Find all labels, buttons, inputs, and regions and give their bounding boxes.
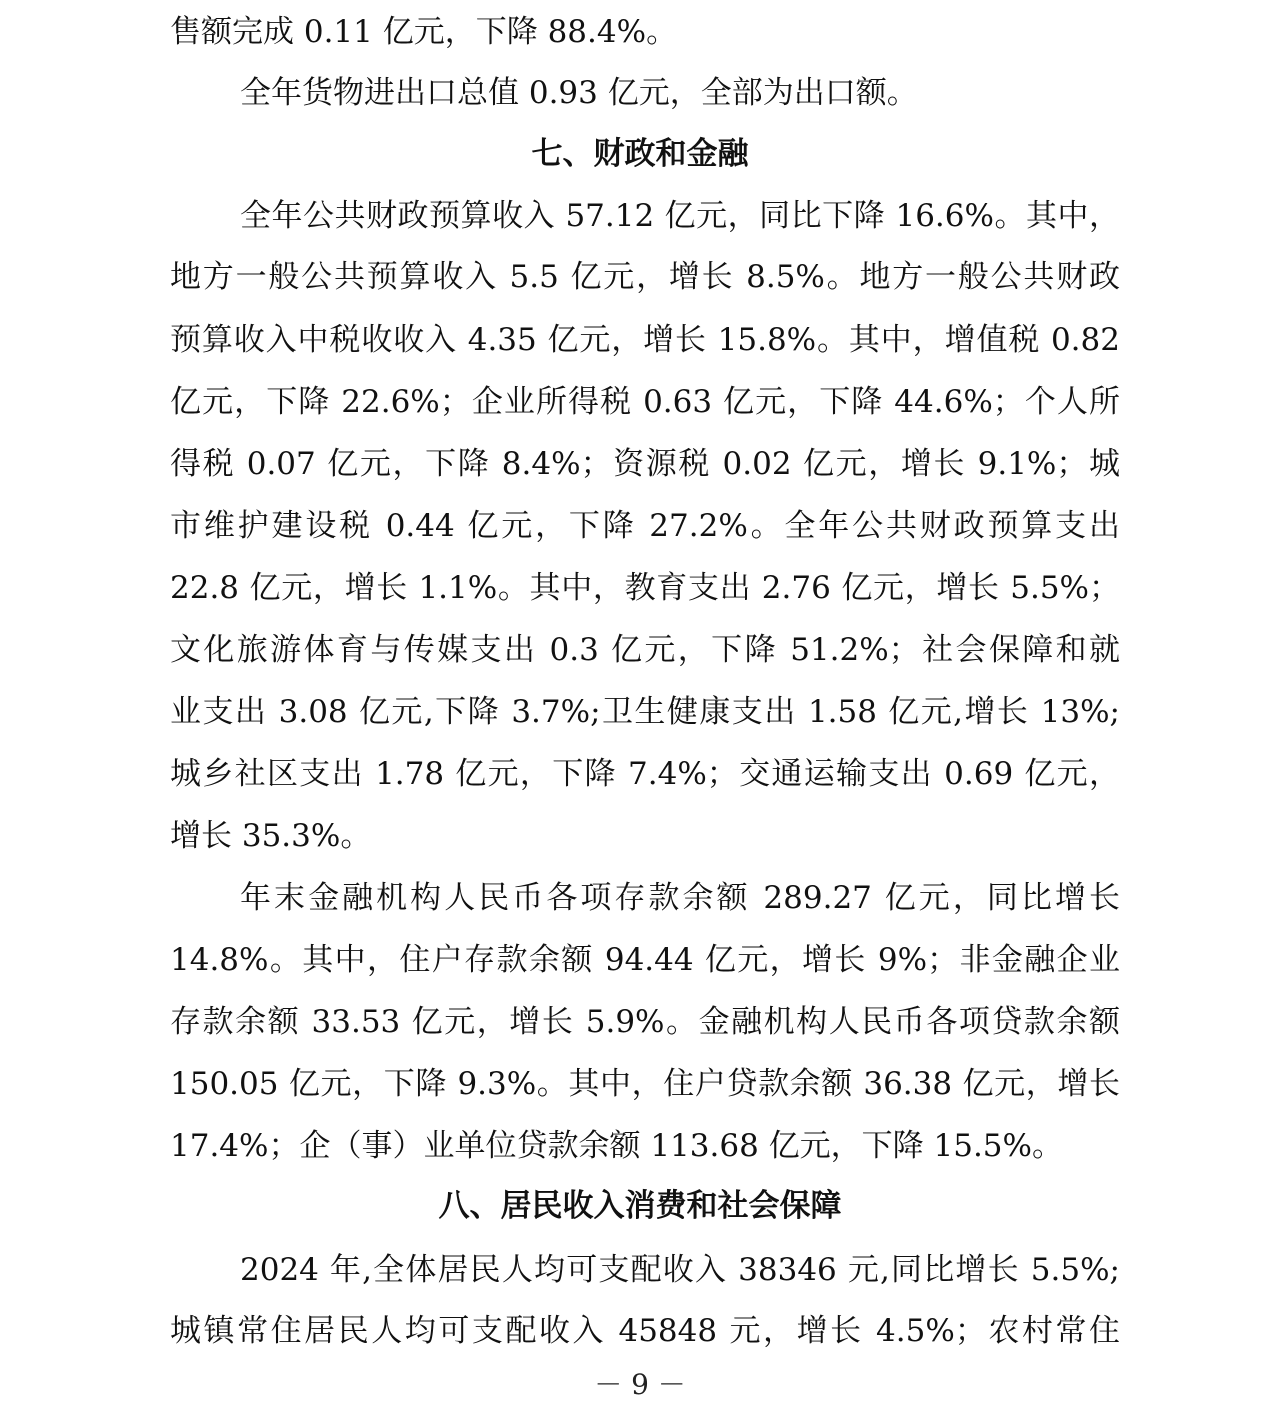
finance-para1-line: 22.8 亿元，增长 1.1%。其中，教育支出 2.76 亿元，增长 5.5%； — [170, 570, 1120, 606]
finance-para1-line: 业支出 3.08 亿元,下降 3.7%;卫生健康支出 1.58 亿元,增长 13%; — [170, 694, 1120, 730]
section-heading-finance: 七、财政和金融 — [531, 136, 749, 172]
finance-para1-line: 增长 35.3%。 — [170, 818, 372, 854]
finance-para1-line: 得税 0.07 亿元，下降 8.4%；资源税 0.02 亿元，增长 9.1%；城 — [170, 446, 1120, 482]
finance-para1-line: 地方一般公共预算收入 5.5 亿元，增长 8.5%。地方一般公共财政 — [170, 259, 1120, 295]
finance-para1-line: 文化旅游体育与传媒支出 0.3 亿元，下降 51.2%；社会保障和就 — [170, 632, 1120, 668]
finance-para2-line: 年末金融机构人民币各项存款余额 289.27 亿元，同比增长 — [240, 880, 1120, 916]
finance-para1-line: 城乡社区支出 1.78 亿元，下降 7.4%；交通运输支出 0.69 亿元， — [170, 756, 1120, 792]
finance-para1-line: 预算收入中税收收入 4.35 亿元，增长 15.8%。其中，增值税 0.82 — [170, 322, 1120, 358]
section-heading-income: 八、居民收入消费和社会保障 — [438, 1188, 842, 1224]
income-para1-line: 2024 年,全体居民人均可支配收入 38346 元,同比增长 5.5%; — [240, 1252, 1120, 1288]
finance-para2-line: 150.05 亿元，下降 9.3%。其中，住户贷款余额 36.38 亿元，增长 — [170, 1066, 1120, 1102]
intro-line-1: 售额完成 0.11 亿元，下降 88.4%。 — [170, 14, 678, 50]
page-number: － 9 － — [594, 1368, 686, 1401]
intro-line-2: 全年货物进出口总值 0.93 亿元，全部为出口额。 — [240, 75, 918, 111]
finance-para1-line: 全年公共财政预算收入 57.12 亿元，同比下降 16.6%。其中， — [240, 198, 1120, 234]
finance-para1-line: 市维护建设税 0.44 亿元，下降 27.2%。全年公共财政预算支出 — [170, 508, 1120, 544]
finance-para2-line: 14.8%。其中，住户存款余额 94.44 亿元，增长 9%；非金融企业 — [170, 942, 1120, 978]
finance-para2-line: 存款余额 33.53 亿元，增长 5.9%。金融机构人民币各项贷款余额 — [170, 1004, 1120, 1040]
income-para1-line: 城镇常住居民人均可支配收入 45848 元，增长 4.5%；农村常住 — [170, 1313, 1120, 1349]
finance-para2-line: 17.4%；企（事）业单位贷款余额 113.68 亿元，下降 15.5%。 — [170, 1128, 1063, 1164]
finance-para1-line: 亿元，下降 22.6%；企业所得税 0.63 亿元，下降 44.6%；个人所 — [170, 384, 1120, 420]
